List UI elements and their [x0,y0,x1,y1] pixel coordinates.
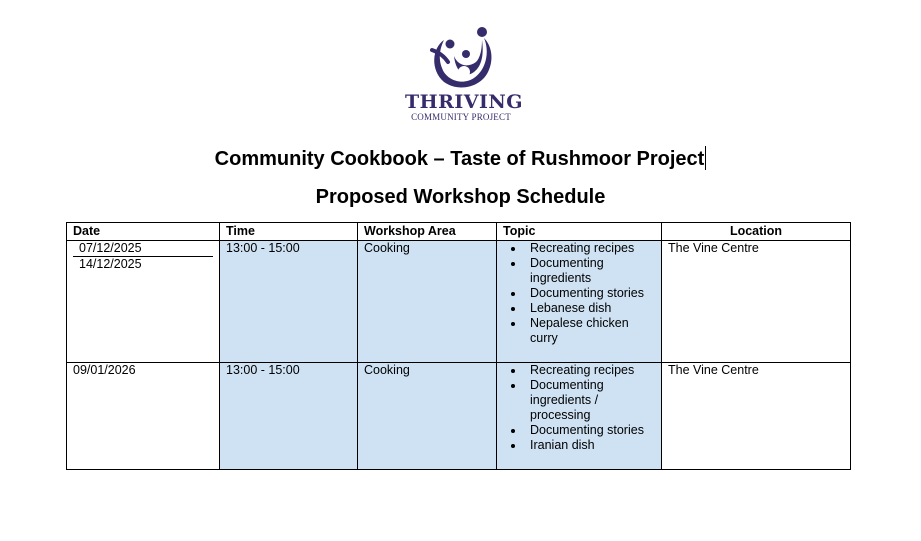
topic-item: • Iranian dish [525,438,655,453]
table-row [67,363,851,470]
location-cell: The Vine Centre [662,363,851,470]
location-cell: The Vine Centre [662,241,851,363]
header-time: Time [220,223,358,241]
header-topic: Topic [497,223,662,241]
logo-wordmark: THRIVING [405,91,523,113]
workshop-area-cell: Cooking [358,241,497,363]
header-workshop-area: Workshop Area [358,223,497,241]
workshop-area-cell: Cooking [358,363,497,470]
topic-list [503,241,655,346]
time-cell: 13:00 - 15:00 [220,241,358,363]
topic-item: • Documenting stories [525,286,655,301]
table-header-row [67,223,851,241]
table-row [67,241,851,363]
time-cell: 13:00 - 15:00 [220,363,358,470]
date-cell [67,241,220,363]
workshop-schedule-table [66,222,851,470]
date-cell: 09/01/2026 [67,363,220,470]
document-title-text: Community Cookbook – Taste of Rushmoor Project [214,148,705,170]
header-location: Location [662,223,851,241]
topic-item: • Documenting ingredients / processing [525,378,655,423]
topic-list [503,363,655,453]
logo-mark-icon [424,26,498,92]
date-value: 14/12/2025 [79,257,142,271]
header-date: Date [67,223,220,241]
topic-cell [497,241,662,363]
topic-item: • Documenting stories [525,423,655,438]
topic-item: • Lebanese dish [525,301,655,316]
topic-item: • Recreating recipes [525,363,655,378]
thriving-logo [405,26,523,126]
document-title [0,146,921,171]
topic-item: • Recreating recipes [525,241,655,256]
text-cursor [705,146,706,170]
topic-cell [497,363,662,470]
document-subtitle: Proposed Workshop Schedule [315,186,606,208]
topic-item: • Documenting ingredients [525,256,655,286]
logo-subtitle: COMMUNITY PROJECT [411,112,511,122]
date-value: 07/12/2025 [73,241,213,257]
topic-item: • Nepalese chicken curry [525,316,655,346]
